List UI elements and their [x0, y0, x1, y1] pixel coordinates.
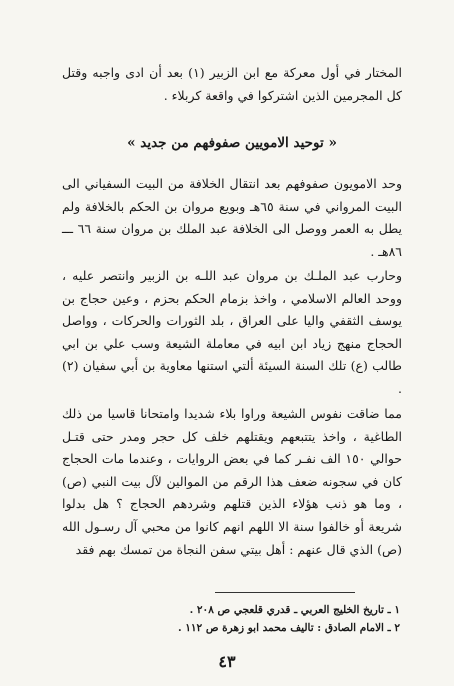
- paragraph-abd-al-malik: [62, 265, 402, 401]
- page-number: ٤٣: [218, 652, 236, 671]
- paragraph-text: المختار في أول معركة مع ابن الزبير (١) بعد أن ادى واجبه وقتل كل المجرمين الذين اشتركوا في واقعة كربلاء .: [62, 65, 402, 103]
- section-heading: « توحيد الامويين صفوفهم من جديد »: [127, 135, 337, 151]
- paragraph-umayyad-unification: [62, 173, 402, 263]
- footnote-1: ١ ـ تاريخ الخليج العربي ـ قدري قلعجي ص ٢٠٨ .: [189, 604, 400, 616]
- paragraph-hajjaj: [62, 403, 402, 561]
- paragraph-text: وحارب عبد الملـك بن مروان عبد اللـه بن الزبير وانتصر عليه ، ووحد العالم الاسلامي ، واخذ بزمام الحكم بحزم ، وعين حجاج بن يوسف الثقفي واليا على العراق ، بلد الثورات والحركات ، وواصل الحجاج منهج زياد ابن ابيه في معاملة الشيعة وسب علي بن ابي طالب (ع) تلك السنة السيئة ألتي استنها معاوية بن أبي سفيان (٢) .: [62, 268, 402, 396]
- paragraph-continuation: [62, 62, 402, 107]
- paragraph-text: مما ضاقت نفوس الشيعة وراوا بلاء شديدا وامتحانا قاسيا من ذلك الطاغية ، واخذ يتتبعهم ويقتلهم خلف كل حجر ومدر حتى قتـل حوالي ١٥٠ الف نفـر كما في بعض الروايات ، وعندما مات الحجاج كان في سجونه ضعف هذا الرقم من الموالين لآل بيت النبي (ص) ، وما هو ذنب هؤلاء الذين قتلهم وشردهم الحجاج ؟ هل بدلوا شريعة أو خالفوا سنة الا اللهم انهم كانوا من محبي آل رسـول الله (ص) الذي قال عنهم : أهل بيتي سفن النجاة من تمسك بهم فقد: [62, 406, 403, 557]
- paragraph-text: وحد الامويون صفوفهم بعد انتقال الخلافة من البيت السفياني الى البيت المرواني في سنة ٦٥هـ وبويع مروان بن الحكم بالخلافة ولم يطل به العمر ووصل الى الخلافة عبد الملك بن مروان سنة ٦٦ ـــ ٨٦هـ .: [62, 176, 402, 259]
- footnote-2: ٢ ـ الامام الصادق : تاليف محمد ابو زهرة ص ١١٢ .: [177, 622, 400, 634]
- footnote-divider: [215, 592, 355, 593]
